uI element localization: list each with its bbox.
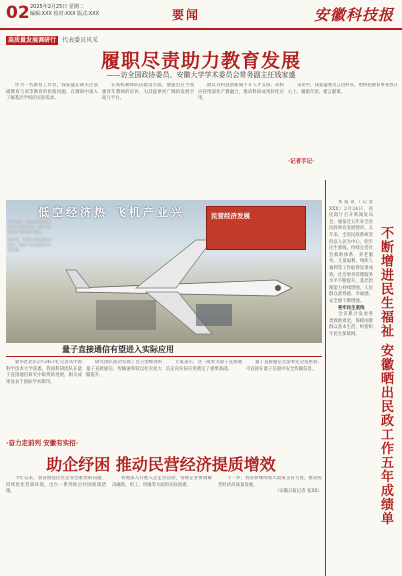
article2-column — [6, 360, 82, 434]
article4-body: 本报讯（记者 XXX）2月24日，省民政厅召开新闻发布会，通报近五年来全省民政事业发展情况。五年来，全省民政系统坚持以人民为中心，兜牢民生底线，持续完善社会救助体系，养老服务、儿童福利、残疾人福利等工作取得显著成效。社会事务管理服务水平不断提升，基层治理能力持续增强，人民群众获得感、幸福感、安全感不断增强。 — [329, 200, 373, 304]
article1-column — [198, 83, 284, 195]
article3-column — [6, 476, 106, 572]
article4-column — [329, 200, 373, 572]
section-heading-2: ·奋力走前列 安徽有实招· — [6, 439, 79, 447]
article1-col1-text: 作为一名教育工作者，钱家盛长期关注基础教育与高等教育的衔接问题，在调研中深入了解基层学校的实际需求。 — [6, 83, 98, 102]
article1-col3-text: 他认为科技创新离不开人才支撑，高校应持续深化产教融合，推动科研成果转化应用。 — [198, 83, 284, 102]
photo-side-text-2: 近年来，当地大力发展低空经济，航空产业集聚效应不断显现。 — [8, 237, 52, 253]
article4-vertical-headline: 不断增进民生福祉 安徽晒出民政工作五年成绩单 — [378, 226, 393, 526]
kicker-sub: 代表委员风采 — [62, 37, 99, 44]
article2-column — [166, 360, 242, 434]
article2-column — [86, 360, 162, 434]
subheadline-1: ——访全国政协委员、安徽大学学术委员会常务副主任钱家盛 — [106, 71, 296, 79]
editor-line: 编辑:XXX 校对:XXX 版式:XXX — [30, 11, 100, 17]
red-banner — [206, 206, 306, 250]
kicker-line — [6, 35, 98, 44]
section-name: 要闻 — [172, 8, 201, 22]
article2-col4-text: 量子直接通信无需事先分发密钥，可直接在量子信道中安全传输信息。 — [246, 360, 322, 372]
article3-column — [112, 476, 212, 572]
article3-col3-text: 下一步，我省将继续加大政策支持力度，推动民营经济高质量发展。 — [218, 476, 322, 488]
vertical-divider — [325, 180, 326, 576]
article4-subheading: 兜牢民生底线 — [338, 305, 365, 311]
news-photo — [6, 200, 322, 343]
banner-text: 民营经济发展 — [211, 212, 250, 220]
article3-column — [218, 476, 322, 572]
newspaper-logo: 安徽科技报 — [313, 6, 394, 24]
article1-column — [6, 83, 98, 195]
article1-col4-text: 采访中，钱家盛委员言语朴实，始终把教育事业放在心上，履职尽责、建言献策。 — [288, 83, 398, 95]
headline-1: 履职尽责助力教育发展 — [100, 50, 301, 72]
article3-col2-text: 各地深入开展入企走访活动，帮助企业协调解决融资、用工、用地等方面的实际困难。 — [112, 476, 212, 488]
article4-body-2: 全省累计发放各类救助资金，保障困难群众基本生活，织密织牢民生保障网。 — [329, 312, 373, 337]
article1-col2-text: 在高校教师队伍建设方面，他提出应当加强青年教师的培养，为其提供更广阔的发展空间与平台。 — [102, 83, 194, 102]
article2-col3-text: 专家表示，这一成果为量子直接通信走向实际应用奠定了重要基础。 — [166, 360, 242, 372]
section-divider — [6, 356, 322, 357]
photo-overlay-title: 低空经济热 飞机产业兴 — [38, 206, 185, 219]
reporter-note-heading: ·记者手记· — [288, 159, 315, 165]
photo-side-text — [8, 220, 52, 255]
kicker-tag: 高质量发展调研行 — [8, 37, 57, 44]
article1-column — [102, 83, 194, 195]
photo-caption: 量子直接通信有望进入实际应用 — [62, 345, 174, 354]
article2-column — [246, 360, 322, 434]
photo-side-text-1: 3月18日，安徽省怀远县某航空产业园区内，工作人员正在对飞机进行调试。 — [8, 220, 52, 235]
article3-col1-text: 今年以来，我省围绕民营企业急难愁盼问题，持续优化营商环境，出台一系列助企纾困政策措施。 — [6, 476, 106, 495]
article2-lead: 新华社北京2月24日电 记者从中国科学技术大学获悉，我国科研团队在量子直接通信研究中取得新进展，相关成果发表于国际学术期刊。 — [6, 360, 82, 385]
page-header — [0, 0, 402, 30]
article3-footer: （安徽日报记者 张XX） — [274, 489, 322, 495]
issue-date-block — [30, 4, 99, 18]
headline-3: 助企纾困 推动民营经济提质增效 — [46, 455, 276, 474]
page-number: 02 — [6, 3, 30, 23]
issue-date: 2025年2月25日 星期二 — [30, 4, 84, 10]
article1-column — [288, 83, 398, 153]
article2-col2-text: 研究团队成功实现了百公里级别的量子直接通信，传输速率较以往实验大幅提升。 — [86, 360, 162, 379]
